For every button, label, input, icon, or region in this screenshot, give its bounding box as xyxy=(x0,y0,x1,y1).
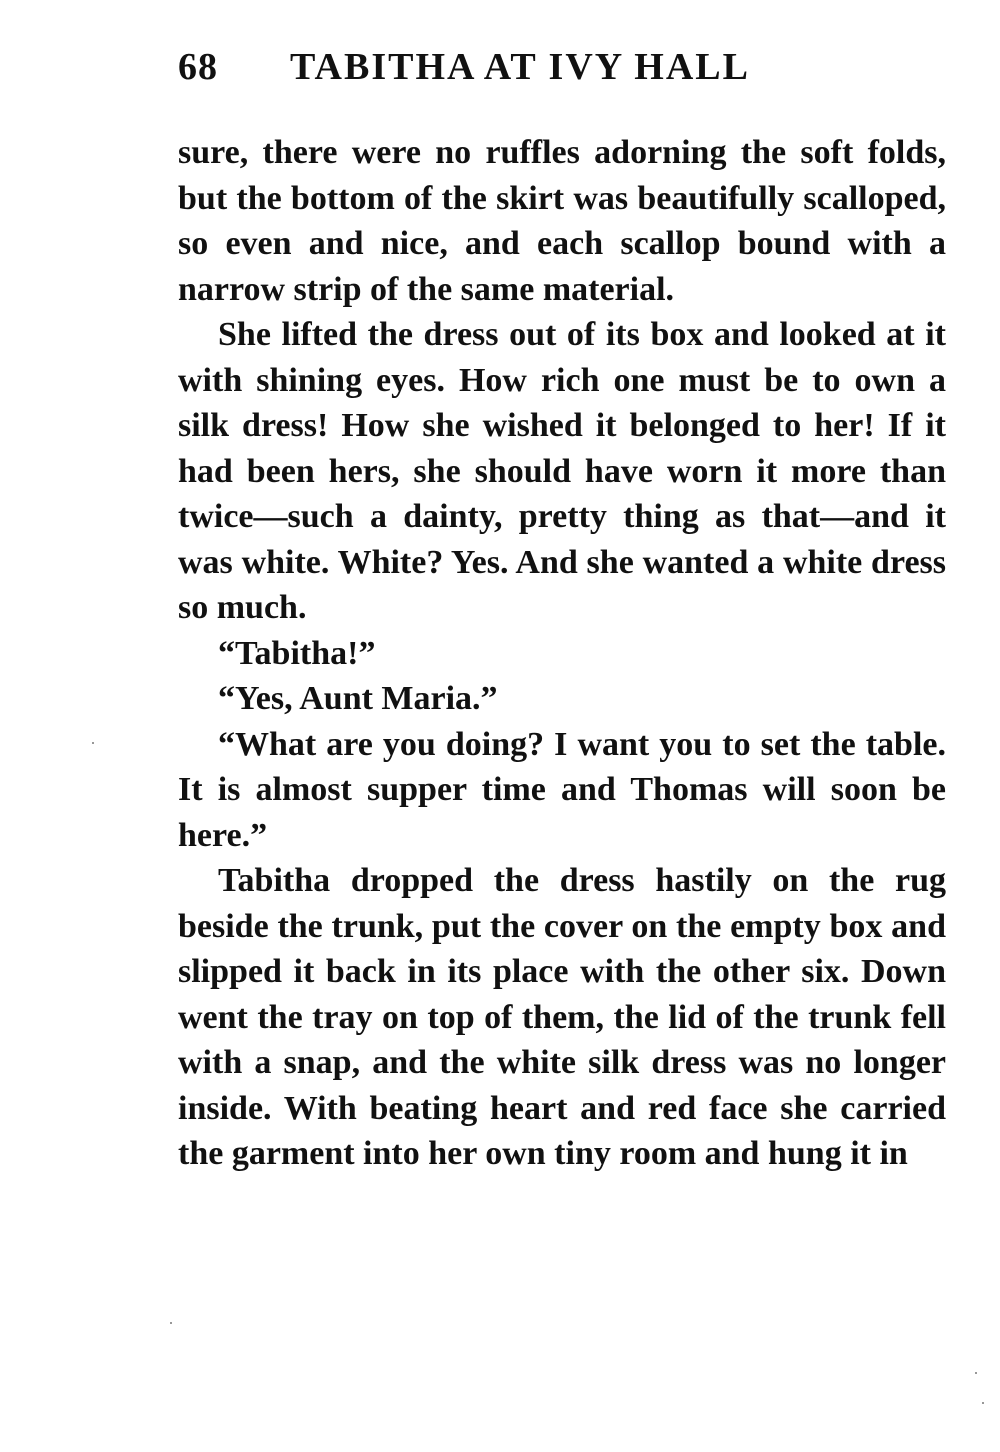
paragraph: “Tabitha!” xyxy=(218,634,376,672)
paragraph: “Yes, Aunt Maria.” xyxy=(218,680,498,717)
scan-speck xyxy=(170,1322,172,1324)
page-number: 68 xyxy=(178,46,218,88)
book-title: TABITHA AT IVY HALL xyxy=(290,46,750,88)
scan-speck xyxy=(982,1402,984,1404)
paragraph: Tabitha dropped the dress hastily on the rug beside the trunk, put the cover on the empty box and slipped it back in its place with the other six. Down went the tray on top of them, the lid of the trunk fell with a snap, and the white silk dress was no longer inside. With beating heart and red face she carried the garment into her own tiny room and hung it in xyxy=(178,862,946,1172)
paragraph: sure, there were no ruffles adorning the soft folds, but the bottom of the skirt was beautifully scalloped, so even and nice, and each scallop bound with a narrow strip of the same material. xyxy=(178,134,946,308)
paragraph: “What are you doing? I want you to set the table. It is almost supper time and Thomas will soon be here.” xyxy=(178,725,946,854)
running-head xyxy=(178,42,948,92)
paragraph: She lifted the dress out of its box and looked at it with shining eyes. How rich one must be to own a silk dress! How she wished it belonged to her! If it had been hers, she should have worn it more than twice—such a dainty, pretty thing as that—and it was white. White? Yes. And she wanted a white dress so much. xyxy=(178,316,946,626)
scan-speck xyxy=(975,1372,977,1374)
scan-speck xyxy=(92,742,94,744)
body-text xyxy=(178,130,946,1177)
